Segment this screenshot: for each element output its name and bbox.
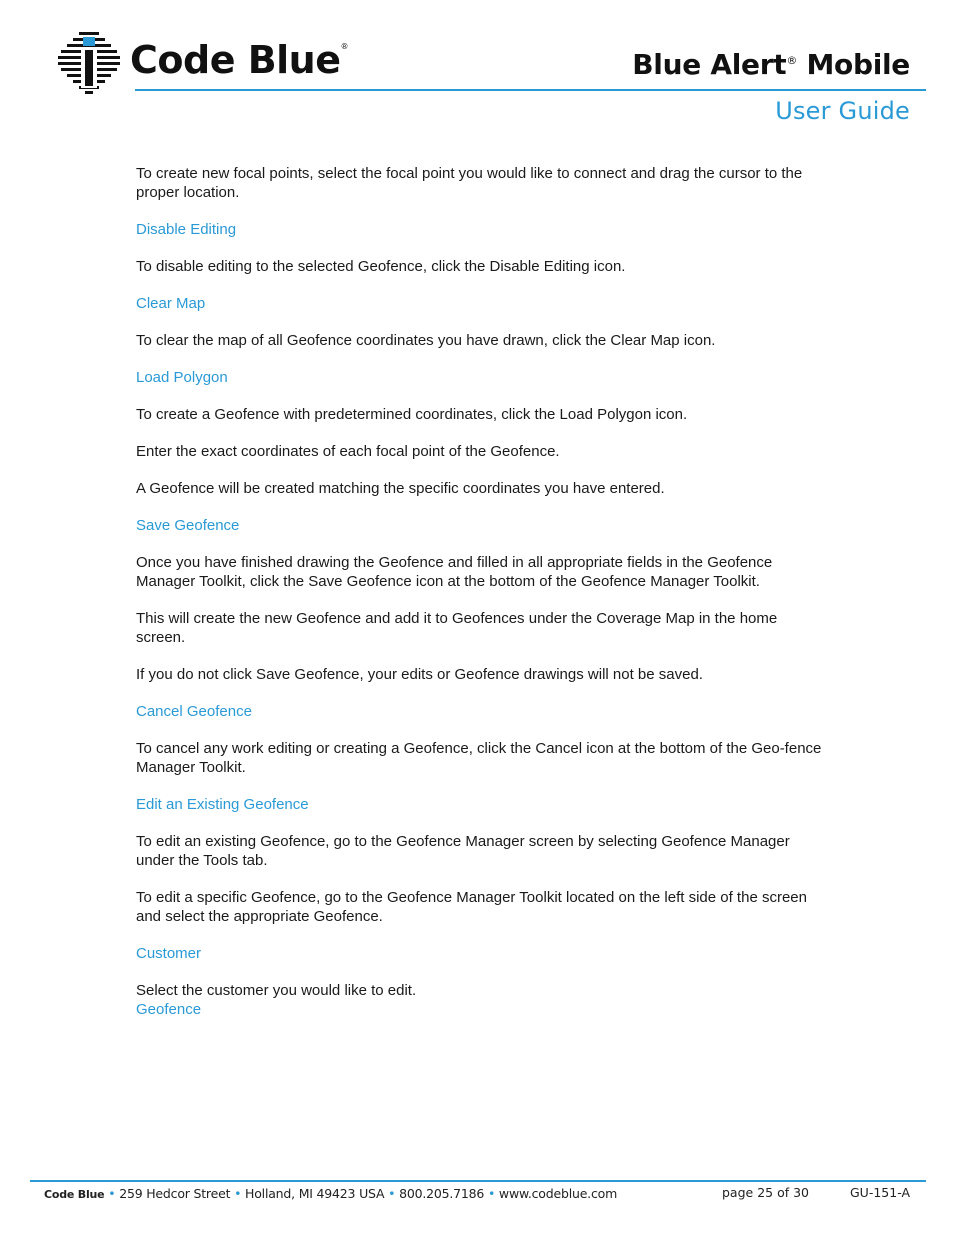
footer-city: Holland, MI 49423 USA bbox=[245, 1186, 385, 1201]
disable-editing-paragraph: To disable editing to the selected Geofence, click the Disable Editing icon. bbox=[136, 258, 626, 275]
code-blue-logo-icon bbox=[57, 28, 121, 96]
footer-brand: Code Blue bbox=[44, 1188, 105, 1201]
heading-clear-map: Clear Map bbox=[136, 295, 206, 312]
header-divider bbox=[135, 89, 926, 91]
footer-contact bbox=[44, 1186, 617, 1201]
footer-address: 259 Hedcor Street bbox=[119, 1186, 231, 1201]
footer-phone: 800.205.7186 bbox=[399, 1186, 485, 1201]
load-polygon-paragraph-1: To create a Geofence with predetermined coordinates, click the Load Polygon icon. bbox=[136, 406, 688, 423]
document-id: GU-151-A bbox=[850, 1185, 910, 1200]
heading-cancel-geofence: Cancel Geofence bbox=[136, 703, 252, 720]
document-subtitle: User Guide bbox=[775, 97, 910, 125]
load-polygon-paragraph-2: Enter the exact coordinates of each focal point of the Geofence. bbox=[136, 443, 560, 460]
heading-edit-existing-geofence: Edit an Existing Geofence bbox=[136, 796, 309, 813]
footer-divider bbox=[30, 1180, 926, 1182]
product-suffix: Mobile bbox=[806, 48, 910, 81]
product-reg-mark: ® bbox=[786, 54, 798, 67]
footer-separator: • bbox=[487, 1186, 496, 1201]
footer-separator: • bbox=[108, 1186, 116, 1201]
footer-website: www.codeblue.com bbox=[498, 1186, 618, 1201]
load-polygon-paragraph-3: A Geofence will be created matching the specific coordinates you have entered. bbox=[136, 480, 665, 497]
product-name: Blue Alert bbox=[632, 48, 787, 81]
heading-customer: Customer bbox=[136, 945, 202, 962]
page-number: page 25 of 30 bbox=[722, 1185, 809, 1200]
brand-name: Code Blue bbox=[130, 38, 341, 82]
brand-wordmark bbox=[130, 38, 348, 82]
save-geofence-paragraph-2: This will create the new Geofence and add it to Geofences under the Coverage Map in the home screen. bbox=[136, 610, 778, 646]
product-title bbox=[632, 48, 910, 81]
brand-reg-mark: ® bbox=[340, 42, 349, 51]
document-body bbox=[136, 164, 826, 1037]
save-geofence-paragraph-3: If you do not click Save Geofence, your edits or Geofence drawings will not be saved. bbox=[136, 666, 703, 683]
footer-separator: • bbox=[234, 1186, 242, 1201]
footer-separator: • bbox=[388, 1186, 396, 1201]
heading-save-geofence: Save Geofence bbox=[136, 517, 240, 534]
heading-disable-editing: Disable Editing bbox=[136, 221, 237, 238]
heading-load-polygon: Load Polygon bbox=[136, 369, 228, 386]
edit-existing-paragraph-1: To edit an existing Geofence, go to the Geofence Manager screen by selecting Geofence Manager under the Tools tab. bbox=[136, 833, 790, 869]
intro-paragraph: To create new focal points, select the focal point you would like to connect and drag the cursor to the proper location. bbox=[136, 165, 803, 201]
clear-map-paragraph: To clear the map of all Geofence coordinates you have drawn, click the Clear Map icon. bbox=[136, 332, 716, 349]
save-geofence-paragraph-1: Once you have finished drawing the Geofence and filled in all appropriate fields in the Geofence Manager Toolkit, click the Save Geofence icon at the bottom of the Geofence Manager Toolkit. bbox=[136, 554, 773, 590]
cancel-geofence-paragraph: To cancel any work editing or creating a Geofence, click the Cancel icon at the bottom of the Geo-fence Manager Toolkit. bbox=[136, 740, 822, 776]
heading-geofence: Geofence bbox=[136, 1001, 202, 1018]
customer-paragraph: Select the customer you would like to edit. bbox=[136, 982, 417, 999]
edit-existing-paragraph-2: To edit a specific Geofence, go to the Geofence Manager Toolkit located on the left side of the screen and select the appropriate Geofence. bbox=[136, 889, 807, 925]
